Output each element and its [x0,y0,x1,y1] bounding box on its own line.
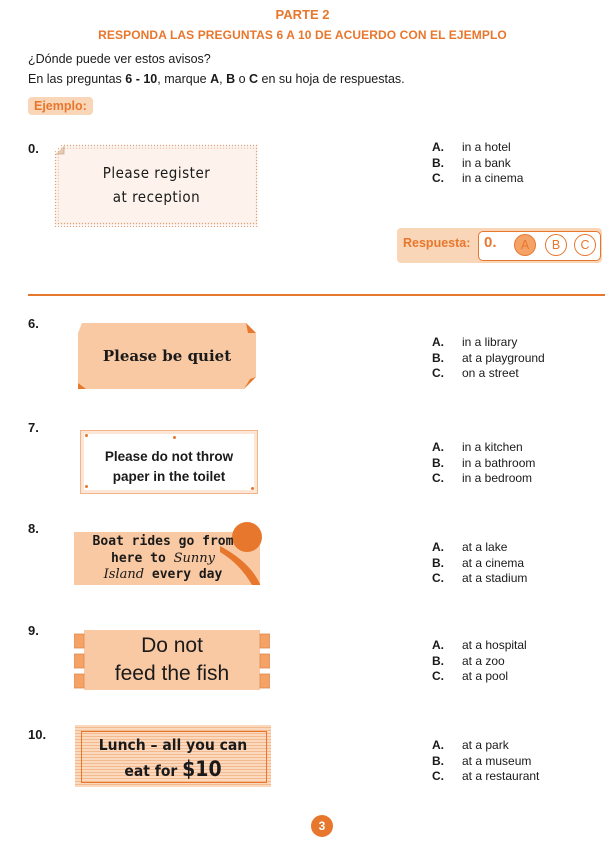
example-label: Ejemplo: [28,97,93,115]
option-letter: C. [432,171,444,185]
screw-dot [173,436,176,439]
sign-text-part: Sunny [173,550,215,566]
option-text: at a park [462,738,509,752]
options-6 [432,335,545,382]
option-text: at a hospital [462,638,527,652]
option-text: at a pool [462,669,509,683]
option-letter: B. [432,455,444,470]
screw-dot [251,487,254,490]
option-text: at a playground [462,350,545,365]
bubble-a[interactable]: A [514,234,536,256]
option-a [432,638,527,654]
option-letter: A. [432,738,444,752]
option-a [432,335,545,351]
option-a [432,140,523,156]
option-letter: A. [432,140,444,154]
instruction-heading: RESPONDA LAS PREGUNTAS 6 A 10 DE ACUERDO CON EL EJEMPLO [98,28,507,42]
note-text: o [235,72,249,86]
option-letter: A. [432,440,444,454]
sign-line: at reception [112,188,201,206]
sign-text [81,447,257,487]
question-number: 10. [28,727,47,742]
sign-7 [80,430,258,494]
option-letter: C. [432,366,444,380]
sign-line: paper in the toilet [112,469,226,484]
sign-text-part: every day [144,567,223,582]
option-b [432,351,545,367]
sign-line [74,567,252,584]
option-text: in a bedroom [462,471,533,485]
note-range: 6 - 10 [125,72,158,86]
sign-text [54,161,259,209]
note-text: En las preguntas [28,72,126,86]
question-text: ¿Dónde puede ver estos avisos? [28,52,211,66]
note-text: , [219,72,227,86]
option-text: in a library [462,335,518,349]
option-a [432,540,527,556]
option-b [432,456,535,472]
sign-line: feed the fish [114,662,230,685]
option-text: at a lake [462,540,508,554]
sign-8 [74,522,264,585]
option-b [432,754,539,770]
option-c [432,366,545,382]
sign-text-part: Island [103,567,145,582]
note-text: , marque [157,72,211,86]
option-letter: A. [432,638,444,652]
option-letter: C. [432,669,444,683]
sign-text [74,632,270,688]
part-title: PARTE 2 [275,7,330,22]
option-b [432,654,527,670]
option-text: at a museum [462,753,532,768]
question-number: 0. [28,141,39,156]
option-text: in a bathroom [462,455,536,470]
sign-price: $10 [182,757,222,781]
sign-10 [75,725,271,787]
option-c [432,669,527,685]
option-letter: C. [432,471,444,485]
option-c [432,571,527,587]
sign-line: Do not [141,634,203,657]
option-letter: A. [432,540,444,554]
sign-line: Please register [102,164,211,182]
option-b [432,556,527,572]
sign-line: Boat rides go from [92,534,234,549]
example-sign [54,144,259,227]
sign-line [74,551,252,568]
option-letter: B. [432,350,444,365]
option-letter: B. [432,155,444,170]
sign-line: Lunch – all you can [98,736,248,754]
option-text: in a bank [462,155,511,170]
option-c [432,769,539,785]
question-number: 7. [28,420,39,435]
options-7 [432,440,535,487]
option-text: at a stadium [462,571,528,585]
sign-text [74,534,252,584]
sign-text-part: eat for [124,762,183,780]
screw-dot [85,434,88,437]
option-text: in a hotel [462,140,511,154]
bubble-c[interactable]: C [574,234,596,256]
note-letter-b: B [226,72,236,86]
option-c [432,171,523,187]
sign-6 [78,323,256,389]
sign-line [75,757,271,783]
option-text: in a cinema [462,171,524,185]
note-letter-c: C [249,72,259,86]
example-options [432,140,523,187]
option-text: at a cinema [462,555,525,570]
bubble-b[interactable]: B [545,234,567,256]
option-text: at a restaurant [462,769,540,783]
option-letter: C. [432,769,444,783]
sign-line: Please do not throw [104,449,234,464]
sign-9 [74,630,270,690]
option-text: at a zoo [462,653,505,668]
note-text: en su hoja de respuestas. [258,72,405,86]
section-divider [28,294,605,296]
page-number: 3 [311,815,333,837]
option-letter: A. [432,335,444,349]
question-number: 6. [28,316,39,331]
option-a [432,440,535,456]
option-b [432,156,523,172]
option-letter: B. [432,653,444,668]
option-letter: B. [432,555,444,570]
note-letter-a: A [210,72,220,86]
sign-text-part: here to [111,550,174,566]
question-number: 9. [28,623,39,638]
answer-label: Respuesta: [403,236,471,250]
answer-number: 0. [484,234,497,251]
options-9 [432,638,527,685]
option-text: on a street [462,366,519,380]
options-10 [432,738,539,785]
options-8 [432,540,527,587]
sign-text [75,733,271,783]
option-letter: B. [432,753,444,768]
option-text: in a kitchen [462,440,523,454]
sign-text: Please be quiet [102,347,232,365]
option-a [432,738,539,754]
question-number: 8. [28,521,39,536]
answer-note [28,72,405,86]
option-letter: C. [432,571,444,585]
option-c [432,471,535,487]
